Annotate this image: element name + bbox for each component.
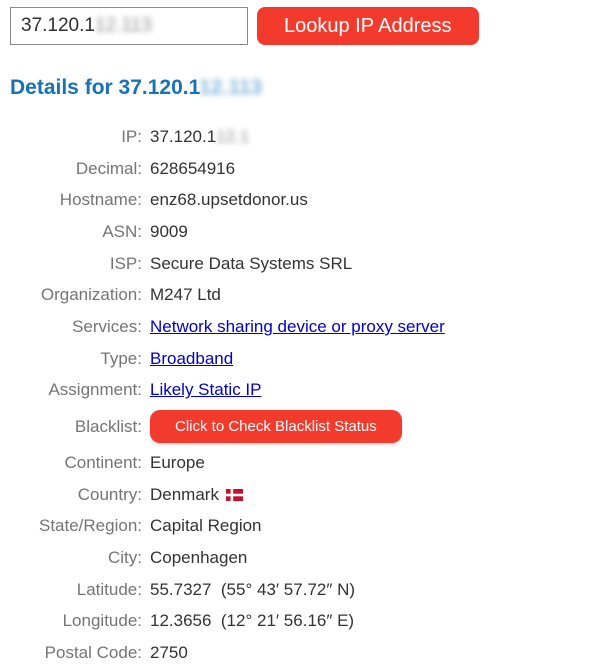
detail-label: Latitude: (76, 579, 142, 599)
detail-row-postal-code (10, 637, 590, 669)
detail-label: ISP: (109, 253, 142, 273)
ip-visible-text: 37.120.1 (150, 126, 217, 146)
detail-row-organization (10, 279, 590, 311)
detail-row-isp (10, 248, 590, 280)
detail-row-hostname (10, 184, 590, 216)
detail-row-decimal (10, 153, 590, 185)
page-title-redacted-text: 12.113 (199, 76, 263, 99)
ip-input-redacted-text: 12.113 (94, 15, 152, 36)
ip-details-list (10, 121, 590, 669)
lookup-ip-button[interactable]: Lookup IP Address (257, 7, 479, 45)
detail-label: Postal Code: (44, 643, 142, 663)
detail-value: enz68.upsetdonor.us (150, 190, 308, 210)
ip-address-input[interactable] (10, 7, 248, 45)
detail-row-country (10, 479, 590, 511)
search-row (10, 7, 590, 45)
services-link[interactable]: Network sharing device or proxy server (150, 316, 445, 336)
detail-label: Assignment: (48, 380, 142, 400)
detail-row-state-region (10, 511, 590, 543)
detail-row-latitude (10, 574, 590, 606)
detail-label: Hostname: (59, 190, 142, 210)
detail-value: Capital Region (150, 516, 262, 536)
detail-value: Europe (150, 453, 205, 473)
detail-label: IP: (121, 126, 142, 146)
detail-value: 12.3656 (12° 21′ 56.16″ E) (150, 611, 355, 631)
detail-value: 55.7327 (55° 43′ 57.72″ N) (150, 579, 356, 599)
denmark-flag-icon (226, 489, 243, 501)
detail-label: State/Region: (38, 516, 142, 536)
ip-input-visible-text: 37.120.1 (21, 15, 95, 36)
detail-label: Services: (72, 316, 142, 336)
detail-value: M247 Ltd (150, 285, 221, 305)
detail-row-continent (10, 447, 590, 479)
detail-value: Denmark (150, 484, 219, 504)
detail-value: Copenhagen (150, 548, 248, 568)
page-title (10, 76, 590, 100)
detail-row-blacklist (10, 406, 590, 447)
detail-value (150, 127, 249, 147)
detail-row-services (10, 311, 590, 343)
detail-row-type (10, 343, 590, 375)
type-link[interactable]: Broadband (150, 348, 234, 368)
detail-row-assignment (10, 375, 590, 407)
detail-value: 9009 (150, 221, 188, 241)
detail-row-asn (10, 216, 590, 248)
detail-label: Organization: (40, 285, 142, 305)
detail-label: Type: (100, 348, 142, 368)
detail-row-longitude (10, 606, 590, 638)
detail-label: Blacklist: (74, 416, 142, 436)
page-title-visible-text: Details for 37.120.1 (10, 76, 200, 99)
assignment-link[interactable]: Likely Static IP (150, 380, 262, 400)
ip-redacted-text: 12.1 (216, 126, 250, 146)
detail-label: Country: (77, 484, 142, 504)
detail-label: ASN: (102, 221, 142, 241)
detail-label: Continent: (64, 453, 142, 473)
detail-value: 2750 (150, 643, 188, 663)
detail-label: City: (108, 548, 142, 568)
detail-row-ip (10, 121, 590, 153)
detail-label: Decimal: (75, 158, 142, 178)
check-blacklist-button[interactable]: Click to Check Blacklist Status (150, 410, 402, 443)
detail-label: Longitude: (62, 611, 142, 631)
detail-row-city (10, 542, 590, 574)
detail-value: Secure Data Systems SRL (150, 253, 353, 273)
detail-value: 628654916 (150, 158, 236, 178)
